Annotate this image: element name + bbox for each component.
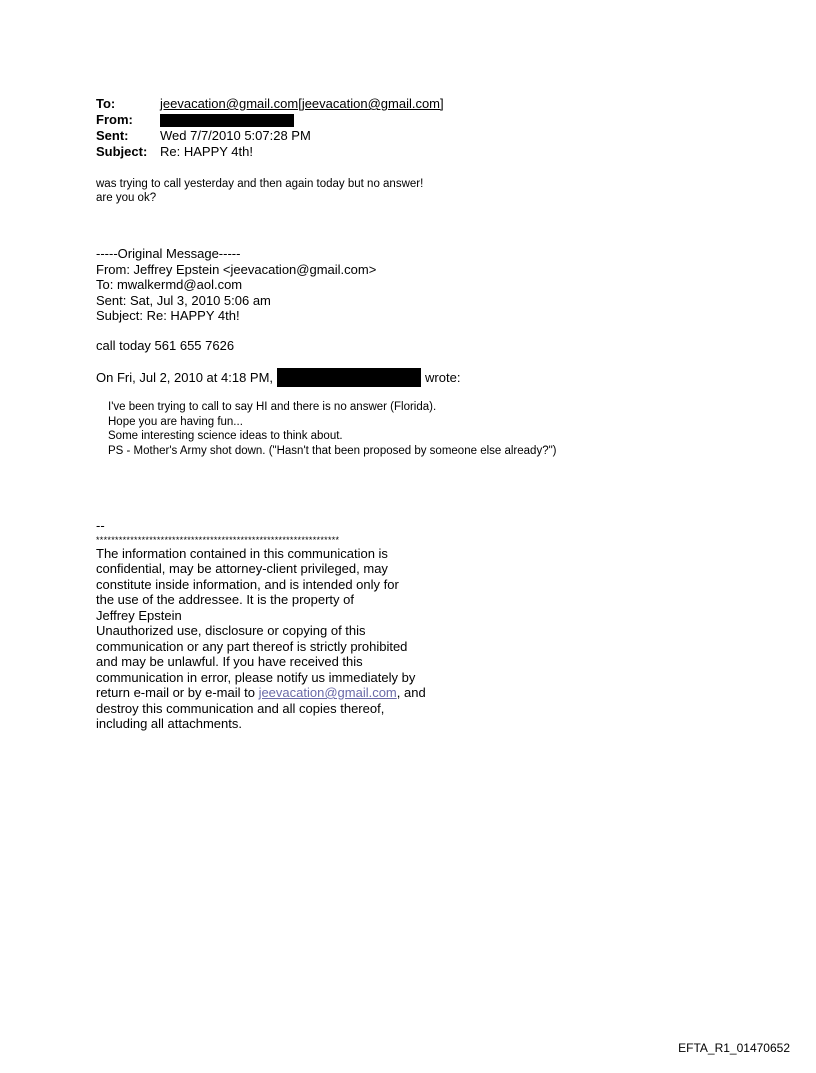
disclaimer-return-line [96,685,426,701]
disclaimer-line: including all attachments. [96,716,242,731]
disclaimer-line: destroy this communication and all copies thereof, [96,700,385,716]
quoted-line: I've been trying to call to say HI and there is no answer (Florida). [108,401,437,413]
disclaimer-line: Jeffrey Epstein [96,607,182,623]
message-body [96,177,423,205]
sender-redaction [277,368,421,387]
disclaimer-line: the use of the addressee. It is the property of [96,592,354,607]
from-label: From: [96,112,133,127]
from-redaction [160,114,294,127]
signature-dashes: -- [96,518,105,533]
original-subject: Subject: Re: HAPPY 4th! [96,308,240,323]
call-today-line: call today 561 655 7626 [96,338,235,353]
signature-block [96,518,426,732]
original-to: To: mwalkermd@aol.com [96,277,243,292]
quote-attribution [96,368,460,387]
disclaimer-line: communication or any part thereof is strictly prohibited [96,638,408,654]
original-from: From: Jeffrey Epstein <jeevacation@gmail.com> [96,261,377,277]
disclaimer-line: Unauthorized use, disclosure or copying of this [96,623,366,638]
disclaimer-line: The information contained in this communication is [96,545,388,561]
disclaimer-line: confidential, may be attorney-client privileged, may [96,561,388,576]
subject-row [96,144,444,160]
signature-stars: **************************************************************** [96,534,340,545]
to-value[interactable]: jeevacation@gmail.com[jeevacation@gmail.com] [160,96,444,111]
to-row [96,96,444,112]
body-line: was trying to call yesterday and then again today but no answer! [96,178,424,190]
quoted-line: PS - Mother's Army shot down. ("Hasn't that been proposed by someone else already?") [108,444,557,457]
subject-label: Subject: [96,144,148,159]
attribution-suffix: wrote: [425,369,461,385]
email-link[interactable]: jeevacation@gmail.com [258,685,397,700]
quoted-message [108,400,557,458]
original-divider: -----Original Message----- [96,246,241,261]
disclaimer-line: and may be unlawful. If you have received this [96,654,363,669]
disclaimer-line: communication in error, please notify us immediately by [96,669,416,685]
from-row [96,112,444,128]
subject-value: Re: HAPPY 4th! [160,144,253,159]
to-label: To: [96,96,116,111]
sent-value: Wed 7/7/2010 5:07:28 PM [160,128,311,143]
quoted-line: Hope you are having fun... [108,415,243,428]
email-header [96,96,444,160]
original-message-header [96,246,376,324]
original-sent: Sent: Sat, Jul 3, 2010 5:06 am [96,292,271,308]
body-line: are you ok? [96,192,157,204]
disclaimer-line: constitute inside information, and is intended only for [96,576,399,592]
return-suffix: , and [396,685,426,700]
sent-label: Sent: [96,128,129,143]
attribution-prefix: On Fri, Jul 2, 2010 at 4:18 PM, [96,369,274,385]
return-prefix: return e-mail or by e-mail to [96,685,259,700]
sent-row [96,128,444,144]
quoted-line: Some interesting science ideas to think about. [108,430,343,442]
document-id: EFTA_R1_01470652 [678,1041,790,1055]
